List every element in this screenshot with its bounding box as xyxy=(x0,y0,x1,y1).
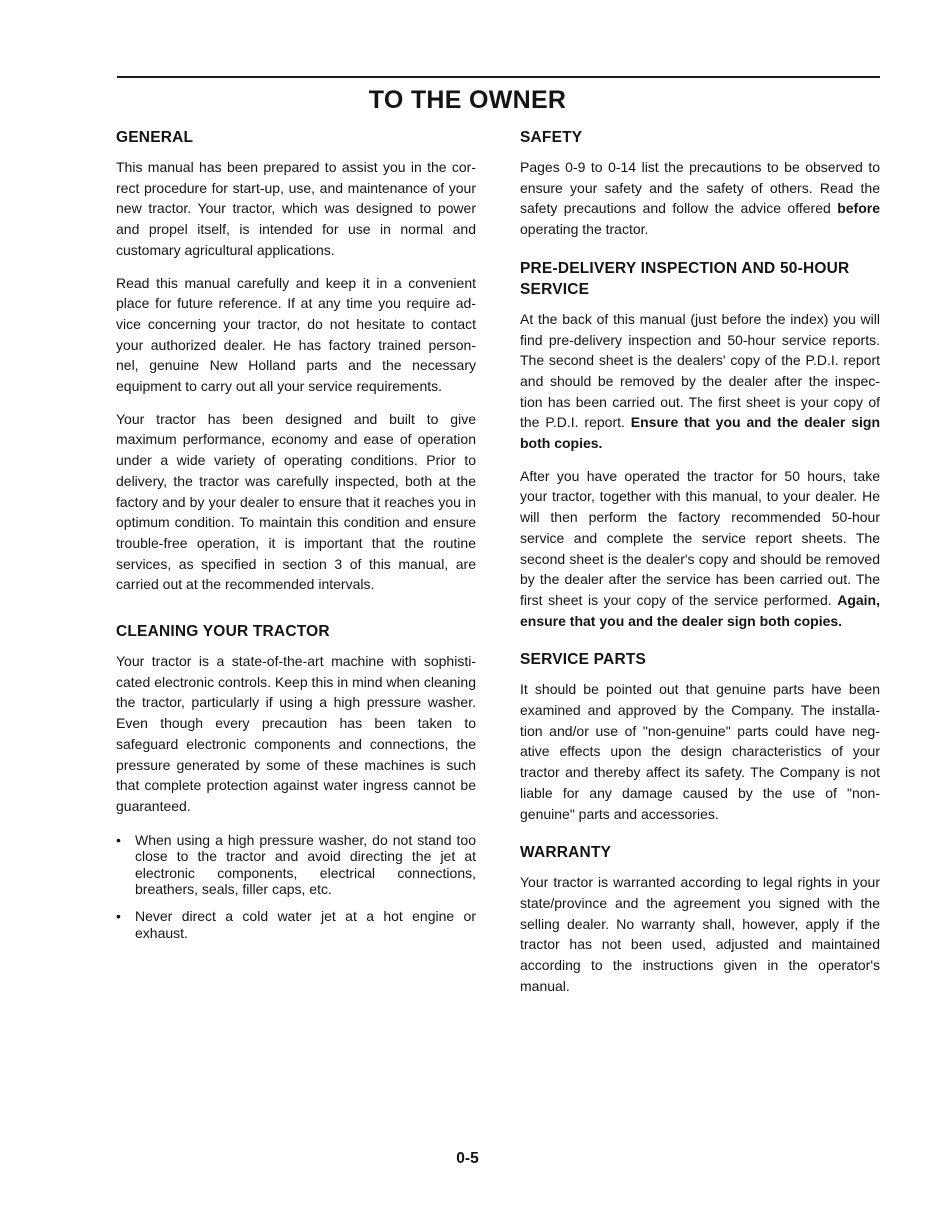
bullet-marker: • xyxy=(116,831,121,848)
warranty-paragraph: Your tractor is warranted according to legal rights in your state/province and the agreement you signed with the selling dealer. No warranty shall, however, apply if the tractor has not been used, adjusted and maintained according to the instructions given in the operator's manual. xyxy=(520,874,880,994)
service-parts-paragraph: It should be pointed out that genuine parts have been examined and approved by the Company. The installa- tion and/or use of "non-genuine" parts could have neg- ative effects upon the design characteristics of your tractor and thereby affect its safety. The Company is not liable for any damage caused by the use of "non- genuine" parts and accessories. xyxy=(520,681,880,822)
page-number: 0-5 xyxy=(456,1150,479,1167)
safety-text: Pages 0-9 to 0-14 list the precautions to be observed to ensure your safety and the safety of others. Read the safety precautions and follow the advice offered xyxy=(520,159,880,217)
page-title: TO THE OWNER xyxy=(368,86,567,114)
section-safety xyxy=(520,127,880,240)
service-parts-heading: SERVICE PARTS xyxy=(520,651,647,669)
bullet-marker: • xyxy=(116,908,121,925)
bullet-item xyxy=(116,908,476,941)
top-rule xyxy=(117,76,880,78)
left-column xyxy=(116,127,476,951)
pdi-bold-1: Ensure that you and the dealer sign both copies. xyxy=(520,414,880,452)
general-heading: GENERAL xyxy=(116,129,194,146)
general-paragraph-2: Read this manual carefully and keep it in a convenient place for future reference. If at any time you require ad- vice concerning your tractor, do not hesitate to contact your authorized dealer. He has factory trained person- nel, genuine New Holland parts and the necessary equipment to carry out all your service requirements. xyxy=(116,274,476,395)
safety-heading: SAFETY xyxy=(520,129,583,146)
pdi-bold-2: Again, ensure that you and the dealer sign both copies. xyxy=(520,591,880,629)
cleaning-bullet-list xyxy=(116,832,476,942)
bullet-item xyxy=(116,832,476,898)
safety-bold-text: before xyxy=(837,200,880,217)
pdi-text-2: After you have operated the tractor for 50 hours, take your tractor, together with this manual, to your dealer. He will then perform the factory recommended 50-hour service and complete the service report sheets. The second sheet is the dealer's copy and should be removed by the dealer after the service has been carried out. The first sheet is your copy of the service performed. xyxy=(520,467,880,608)
section-general xyxy=(116,127,476,595)
general-paragraph-1: This manual has been prepared to assist you in the cor- rect procedure for start-up, use, and maintenance of your new tractor. Your tractor, which was designed to power and propel itself, is intended for use in normal and customary agricultural applications. xyxy=(116,159,476,258)
pdi-text-1: At the back of this manual (just before the index) you will find pre-delivery inspection and 50-hour service reports. The second sheet is the dealers' copy of the P.D.I. report and should be removed by the dealer after the inspec- tion has been carried out. The first sheet is your copy of the P.D.I. report. xyxy=(520,310,880,431)
safety-text-after: operating the tractor. xyxy=(520,221,649,238)
bullet-text: When using a high pressure washer, do not stand too close to the tractor and avoid directing the jet at electronic components, electrical connections, breathers, seals, filler caps, etc. xyxy=(135,831,476,898)
section-pdi xyxy=(520,258,880,632)
cleaning-paragraph: Your tractor is a state-of-the-art machine with sophisti- cated electronic controls. Keep this in mind when cleaning the tractor, particularly if using a high pressure washer. Even though every precaution has been taken to safeguard electronic components and connections, the pressure generated by some of these machines is such that complete protection against water ingress cannot be guaranteed. xyxy=(116,653,476,814)
pdi-heading: PRE-DELIVERY INSPECTION AND 50-HOUR SERVICE xyxy=(520,259,850,298)
right-column xyxy=(520,127,880,997)
cleaning-heading: CLEANING YOUR TRACTOR xyxy=(116,623,330,641)
pdi-paragraph-2 xyxy=(520,466,880,632)
safety-paragraph xyxy=(520,157,880,240)
section-cleaning xyxy=(116,621,476,941)
pdi-paragraph-1 xyxy=(520,309,880,454)
warranty-heading: WARRANTY xyxy=(520,844,612,862)
bullet-text: Never direct a cold water jet at a hot engine or exhaust. xyxy=(135,908,476,941)
section-service-parts xyxy=(520,649,880,824)
general-paragraph-3: Your tractor has been designed and built to give maximum performance, economy and ease of operation under a wide variety of operating conditions. Prior to delivery, the tractor was carefully inspected, both at the factory and by your dealer to ensure that it reaches you in optimum condition. To maintain this condition and ensure trouble-free operation, it is important that the routine services, as specified in section 3 of this manual, are carried out at the recommended intervals. xyxy=(116,410,476,593)
section-warranty xyxy=(520,842,880,996)
